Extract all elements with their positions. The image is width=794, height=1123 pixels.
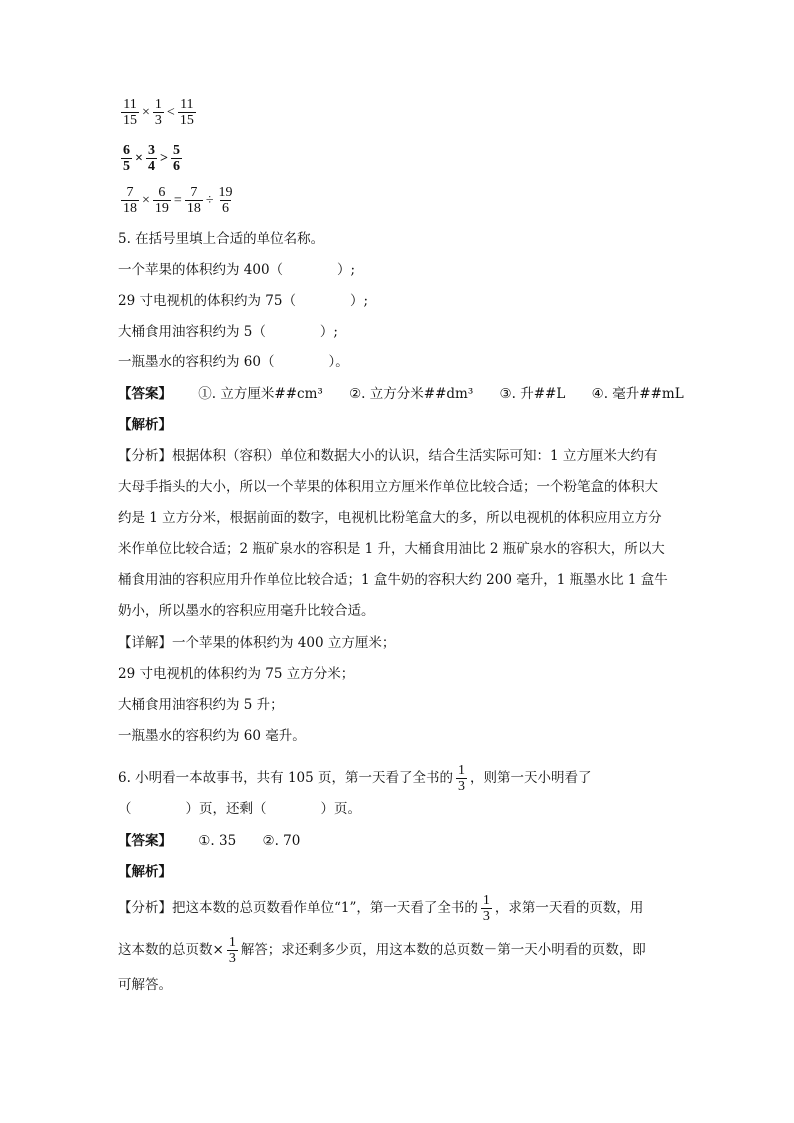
fraction: $\frac{11}{15}$ [179, 97, 194, 128]
q5-line-3: 大桶食用油容积约为 5（ ）; [118, 324, 338, 340]
math-row-2 [120, 143, 183, 174]
operator: < [166, 104, 175, 120]
answer-item: ②. 立方分米##dm³ [349, 386, 474, 402]
q5-xiangjie-line: 一瓶墨水的容积约为 60 毫升。 [118, 728, 306, 744]
fraction: $\frac{1}{3}$ [228, 935, 236, 966]
operator: × [135, 150, 143, 166]
fraction: $\frac{6}{19}$ [154, 185, 169, 216]
answer-tag: 【答案】 [118, 833, 172, 849]
q5-xiangjie-line: 【详解】一个苹果的体积约为 400 立方厘米； [118, 635, 396, 651]
fraction: $\frac{1}{3}$ [482, 893, 490, 924]
answer-item: ③. 升##L [499, 386, 566, 402]
q6-fenxi-line: 可解答。 [118, 977, 172, 993]
q5-line-1: 一个苹果的体积约为 400（ ）; [118, 262, 356, 278]
fraction: $\frac{3}{4}$ [147, 143, 155, 174]
q5-fenxi-line: 大母手指头的大小，所以一个苹果的体积用立方厘米作单位比较合适；一个粉笔盒的体积大 [118, 479, 658, 495]
q5-fenxi-line: 桶食用油的容积应用升作单位比较合适；1 盒牛奶的容积大约 200 毫升，1 瓶墨水比 1 盒牛 [118, 572, 668, 588]
q5-fenxi-line: 【分析】根据体积（容积）单位和数据大小的认识，结合生活实际可知：1 立方厘米大约有 [118, 448, 658, 464]
answer-item: ①. 立方厘米##cm³ [198, 386, 323, 402]
operator: × [142, 104, 150, 120]
fraction: $\frac{7}{18}$ [186, 185, 201, 216]
q6-answer-row [118, 832, 322, 850]
q5-fenxi-line: 奶小，所以墨水的容积应用毫升比较合适。 [118, 603, 375, 619]
operator: × [142, 192, 150, 208]
operator: ÷ [205, 192, 214, 208]
answer-item: ②. 70 [262, 833, 301, 849]
operator: = [173, 192, 182, 208]
q5-fenxi-line: 米作单位比较合适；2 瓶矿泉水的容积是 1 升，大桶食用油比 2 瓶矿泉水的容积大，所以大 [118, 541, 665, 557]
q6-analysis-tag: 【解析】 [118, 864, 172, 880]
q6-fenxi-line: 【分析】把这本数的总页数看作单位“1”，第一天看了全书的 $\frac{1}{3}$ ，求第一天看的页数，用 [118, 893, 644, 924]
q5-line-2: 29 寸电视机的体积约为 75（ ）; [118, 293, 368, 309]
q6-line-2: （ ）页，还剩（ ）页。 [118, 801, 361, 817]
q5-xiangjie-line: 大桶食用油容积约为 5 升； [118, 697, 284, 713]
fraction: $\frac{11}{15}$ [123, 97, 137, 128]
fraction: $\frac{1}{3}$ [154, 97, 162, 128]
fraction: $\frac{5}{6}$ [172, 143, 180, 174]
answer-item: ①. 35 [198, 833, 237, 849]
math-row-3 [120, 185, 236, 216]
fraction: $\frac{7}{18}$ [123, 185, 137, 216]
q6-title: 6. 小明看一本故事书，共有 105 页，第一天看了全书的 $\frac{1}{3}$ ，则第一天小明看了 [118, 763, 592, 794]
q5-xiangjie-line: 29 寸电视机的体积约为 75 立方分米； [118, 666, 355, 682]
q5-fenxi-line: 约是 1 立方分米，根据前面的数字，电视机比粉笔盒大的多，所以电视机的体积应用立方分 [118, 510, 662, 526]
answer-tag: 【答案】 [118, 386, 172, 402]
q5-line-4: 一瓶墨水的容积约为 60（ ）。 [118, 354, 349, 370]
q6-fenxi-line: 这本数的总页数× $\frac{1}{3}$ 解答；求还剩多少页，用这本数的总页数－第一天小明看的页数，即 [118, 935, 646, 966]
q5-title: 5. 在括号里填上合适的单位名称。 [118, 231, 325, 247]
answer-item: ④. 毫升##mL [591, 386, 684, 402]
fraction: $\frac{19}{6}$ [218, 185, 233, 216]
q5-analysis-tag: 【解析】 [118, 417, 172, 433]
operator: > [159, 150, 168, 166]
q5-answer-row [118, 385, 706, 403]
fraction: $\frac{6}{5}$ [123, 143, 130, 174]
math-row-1 [120, 97, 197, 128]
fraction: $\frac{1}{3}$ [458, 763, 466, 794]
